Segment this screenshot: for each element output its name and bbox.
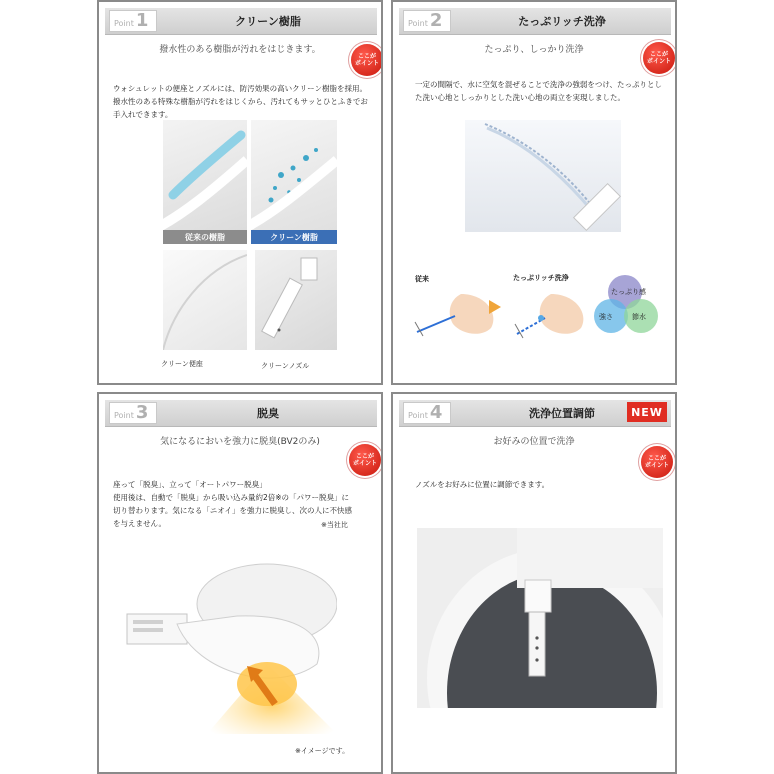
venn-diagram (579, 272, 669, 344)
card-header (105, 8, 377, 35)
label-old-resin: 従来の樹脂 (163, 230, 247, 244)
card-body: 座って「脱臭」、立って「オートパワー脱臭」 使用後は、自動で「脱臭」から吸い込み量約2倍※の「パワー脱臭」に 切り替わります。気になる「ニオイ」を強力に脱臭し、次の人に不快感 を与えません。 (113, 480, 353, 528)
old-resin-photo (163, 120, 247, 230)
point-seal-icon: ここが ポイント (643, 42, 675, 74)
water-spray-photo (465, 120, 621, 232)
card-subtitle: お好みの位置で洗浄 (493, 437, 575, 447)
label-conventional: 従来 (415, 275, 429, 283)
point-number: 4 (429, 402, 443, 423)
clean-resin-photo (251, 120, 337, 230)
card-header (105, 400, 377, 427)
card-header (399, 8, 671, 35)
card-subtitle: 気になるにおいを強力に脱臭(BV2のみ) (160, 437, 320, 447)
card-title: クリーン樹脂 (235, 15, 301, 28)
label-rich-wash: たっぷリッチ洗浄 (513, 274, 569, 282)
caption-clean-nozzle: クリーンノズル (261, 362, 310, 370)
adjustable-nozzle-icon (417, 528, 663, 708)
caption-clean-seat: クリーン便座 (161, 360, 203, 368)
point-badge: Point 1 (109, 10, 157, 32)
card-body: ウォシュレットの便座とノズルには、防汚効果の高いクリーン樹脂を採用。 撥水性のある特殊な樹脂が汚れをはじくから、汚れてもサッとひとふきでお 手入れできます。 (113, 84, 368, 119)
point-card-3 (97, 392, 383, 774)
card-title: 脱臭 (257, 407, 279, 420)
point-card-4 (391, 392, 677, 774)
point-number: 1 (135, 10, 149, 31)
clean-seat-photo (163, 250, 247, 350)
conventional-wash-icon (411, 286, 501, 346)
point-badge: Point 2 (403, 10, 451, 32)
water-streak-icon (163, 120, 247, 230)
venn-label-strength: 強さ (599, 313, 613, 321)
point-number: 2 (429, 10, 443, 31)
image-note: ※イメージです。 (295, 747, 350, 755)
card-subtitle: たっぷり、しっかり洗浄 (484, 45, 584, 55)
toilet-deodorizer-illustration (117, 554, 337, 734)
water-spray-icon (465, 120, 621, 232)
card-body: ノズルをお好みに位置に調節できます。 (415, 480, 550, 489)
venn-label-water-saving: 節水 (632, 313, 646, 321)
label-clean-resin: クリーン樹脂 (251, 230, 337, 244)
point-badge: Point 4 (403, 402, 451, 424)
point-badge: Point 3 (109, 402, 157, 424)
new-badge: NEW (627, 402, 667, 422)
nozzle-position-photo (417, 528, 663, 708)
point-seal-icon: ここが ポイント (641, 446, 673, 478)
card-subtitle: 撥水性のある樹脂が汚れをはじきます。 (159, 45, 321, 55)
water-droplets-icon (251, 120, 337, 230)
point-number: 3 (135, 402, 149, 423)
card-title: 洗浄位置調節 (529, 407, 595, 420)
card-body: 一定の間隔で、水に空気を混ぜることで洗浄の強弱をつけ、たっぷりとし た洗い心地としっかりとした洗い心地の両立を実現しました。 (415, 80, 663, 102)
nozzle-icon (255, 250, 337, 350)
footnote-company-comparison: ※当社比 (321, 521, 348, 529)
card-title: たっぷリッチ洗浄 (518, 15, 606, 28)
card-header (399, 400, 671, 427)
clean-nozzle-photo (255, 250, 337, 350)
venn-label-volume: たっぷり感 (611, 288, 646, 296)
point-seal-icon: ここが ポイント (349, 444, 381, 476)
arrow-right-icon (489, 300, 501, 314)
point-seal-icon: ここが ポイント (351, 44, 383, 76)
point-card-2 (391, 0, 677, 385)
point-card-1 (97, 0, 383, 385)
